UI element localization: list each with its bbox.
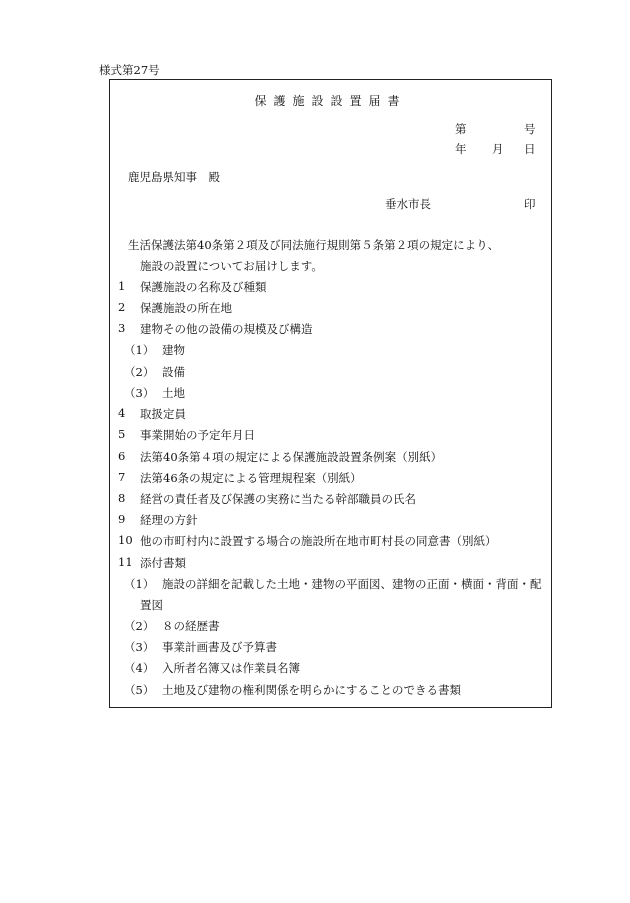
addressee: 鹿児島県知事 殿 (128, 170, 220, 184)
item-number: （3） (124, 386, 155, 400)
item-text: 他の市町村内に設置する場合の施設所在地市町村長の同意書（別紙） (140, 534, 497, 548)
item-text: 土地及び建物の権利関係を明らかにすることのできる書類 (162, 683, 461, 697)
item-number: 4 (118, 406, 126, 420)
item-number: 10 (118, 533, 133, 547)
item-text: 建物その他の設備の規模及び構造 (140, 322, 313, 336)
item-number: （2） (124, 365, 155, 379)
item-number: （3） (124, 640, 155, 654)
item-text: 建物 (162, 343, 185, 357)
item-text: 取扱定員 (140, 407, 186, 421)
item-number: （1） (124, 343, 155, 357)
item-text: 設備 (162, 365, 185, 379)
item-number: （4） (124, 661, 155, 675)
item-number: 11 (118, 555, 133, 569)
item-text: ８の経歴書 (162, 619, 220, 633)
item-number: 9 (118, 512, 126, 526)
item-number: 7 (118, 470, 126, 484)
item-number: （1） (124, 577, 155, 591)
item-text: 経営の責任者及び保護の実務に当たる幹部職員の氏名 (140, 492, 416, 506)
item-text: 入所者名簿又は作業員名簿 (162, 661, 300, 675)
form-title: 保護施設設置届書 (254, 94, 407, 108)
date-year: 年 (455, 142, 467, 156)
item-number: （5） (124, 683, 155, 697)
sender-name: 垂水市長 (385, 197, 431, 211)
notification-form (109, 79, 552, 708)
intro-line-1: 生活保護法第40条第２項及び同法施行規則第５条第２項の規定により、 (128, 238, 500, 252)
seal-mark: 印 (524, 197, 536, 211)
item-number: 2 (118, 300, 126, 314)
item-number: （2） (124, 619, 155, 633)
item-number: 1 (118, 279, 126, 293)
item-number: 3 (118, 321, 126, 335)
item-number: 6 (118, 449, 126, 463)
item-number: 5 (118, 427, 126, 441)
item-text: 保護施設の名称及び種類 (140, 280, 267, 294)
date-day: 日 (524, 142, 536, 156)
item-text: 事業計画書及び予算書 (162, 640, 277, 654)
item-text: 事業開始の予定年月日 (140, 428, 255, 442)
item-text: 保護施設の所在地 (140, 301, 232, 315)
form-number: 様式第27号 (99, 63, 160, 77)
item-text: 法第40条第４項の規定による保護施設設置条例案（別紙） (140, 450, 443, 464)
doc-number-prefix: 第 (455, 122, 467, 136)
date-month: 月 (492, 142, 504, 156)
item-text: 土地 (162, 386, 185, 400)
intro-line-2: 施設の設置についてお届けします。 (140, 259, 323, 273)
item-text: 施設の詳細を記載した土地・建物の平面図、建物の正面・横面・背面・配 (162, 577, 542, 591)
doc-number-suffix: 号 (524, 122, 536, 136)
item-text: 法第46条の規定による管理規程案（別紙） (140, 471, 362, 485)
item-text: 添付書類 (140, 556, 186, 570)
item-number: 8 (118, 491, 126, 505)
item-text-continued: 置図 (140, 598, 163, 612)
item-text: 経理の方針 (140, 513, 198, 527)
